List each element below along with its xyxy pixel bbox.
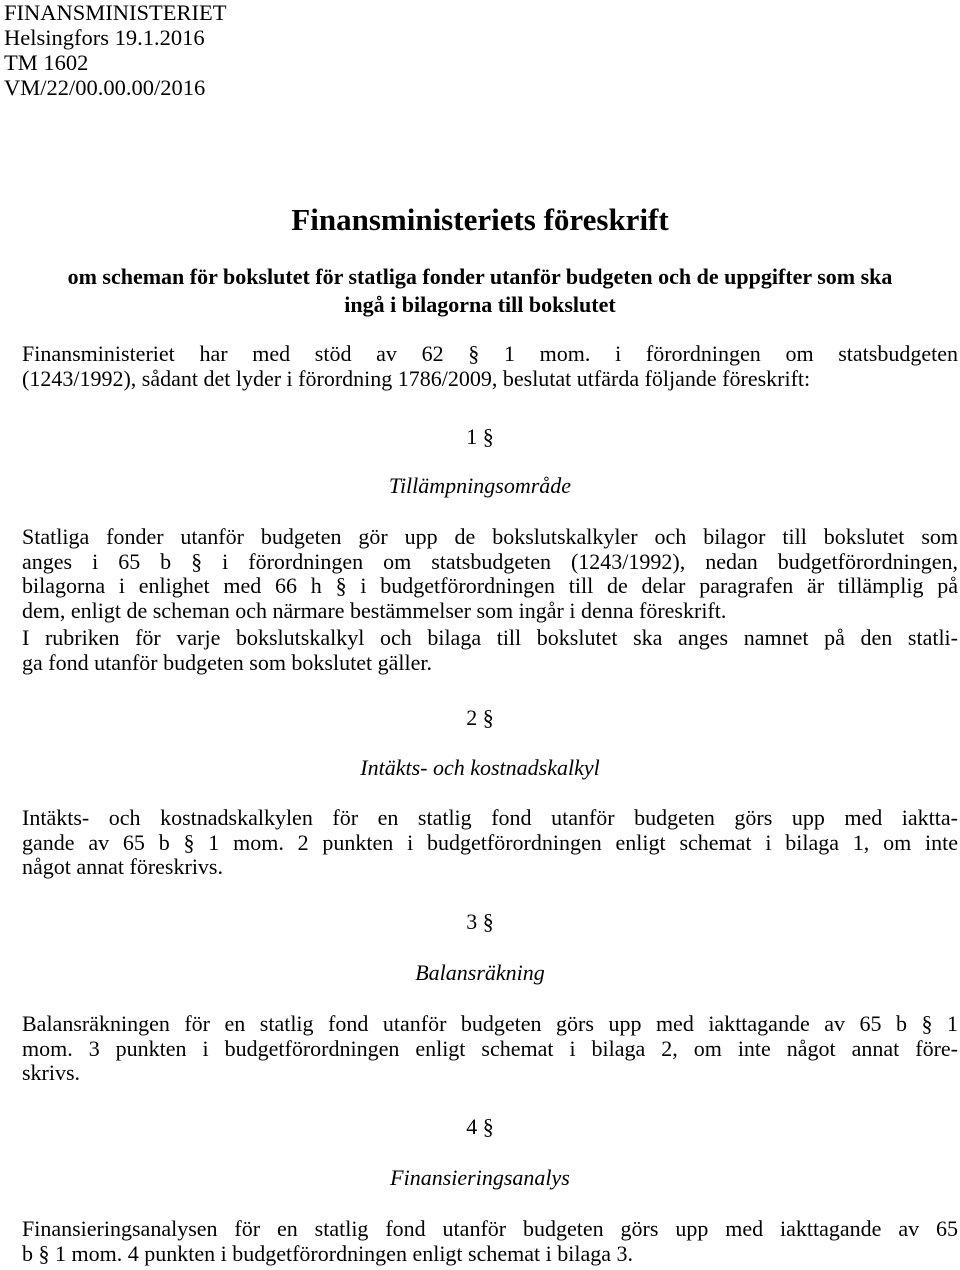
text-line: mom. 3 punkten i budgetförordningen enligt schemat i bilaga 2, om inte något annat före- <box>22 1035 958 1061</box>
text-line: b § 1 mom. 4 punkten i budgetförordningen enligt schemat i bilaga 3. <box>22 1240 633 1266</box>
reference-number: VM/22/00.00.00/2016 <box>4 75 206 100</box>
intro-paragraph <box>22 342 958 391</box>
text-line: bilagorna i enlighet med 66 h § i budgetförordningen till de delar paragrafen är tillämplig på <box>22 573 958 598</box>
section-heading: Intäkts- och kostnadskalkyl <box>360 755 600 780</box>
document-subtitle <box>10 263 950 319</box>
text-line: något annat föreskrivs. <box>22 854 223 879</box>
text-line: gande av 65 b § 1 mom. 2 punkten i budgetförordningen enligt schemat i bilaga 1, om inte <box>22 829 958 855</box>
text-line: dem, enligt de scheman och närmare bestämmelser som ingår i denna föreskrift. <box>22 597 727 623</box>
section-heading: Balansräkning <box>415 960 545 985</box>
text-line: Finansieringsanalysen för en statlig fond utanför budgeten görs upp med iakttagande av 65 <box>22 1216 958 1241</box>
text-line: ga fond utanför budgeten som bokslutet gäller. <box>22 649 432 675</box>
text-line: anges i 65 b § i förordningen om statsbudgeten (1243/1992), nedan budgetförordningen, <box>22 548 958 574</box>
section-paragraph <box>22 1012 958 1086</box>
text-line: Intäkts- och kostnadskalkylen för en statlig fond utanför budgeten görs upp med iaktta- <box>22 805 958 830</box>
section-paragraph <box>22 626 958 675</box>
section-paragraph <box>22 525 958 623</box>
section-number: 1 § <box>466 424 494 449</box>
tm-number: TM 1602 <box>4 50 89 75</box>
text-line: skrivs. <box>22 1060 81 1085</box>
document-header <box>4 0 227 100</box>
text-line: Balansräkningen för en statlig fond utanför budgeten görs upp med iakttagande av 65 b § 1 <box>22 1011 958 1036</box>
section-paragraph <box>22 806 958 880</box>
section-number: 4 § <box>466 1114 494 1139</box>
text-line: Finansministeriet har med stöd av 62 § 1 mom. i förordningen om statsbudgeten <box>22 341 958 366</box>
place-date: Helsingfors 19.1.2016 <box>4 25 205 50</box>
section-paragraph <box>22 1217 958 1266</box>
document-title: Finansministeriets föreskrift <box>291 202 669 237</box>
ministry-name: FINANSMINISTERIET <box>4 0 227 25</box>
subtitle-line: ingå i bilagorna till bokslutet <box>344 292 616 317</box>
text-line: I rubriken för varje bokslutskalkyl och bilaga till bokslutet ska anges namnet på den statli- <box>22 625 958 650</box>
text-line: Statliga fonder utanför budgeten gör upp de bokslutskalkyler och bilagor till bokslutet som <box>22 524 958 549</box>
section-heading: Finansieringsanalys <box>390 1165 570 1190</box>
subtitle-line: om scheman för bokslutet för statliga fonder utanför budgeten och de uppgifter som ska <box>67 264 893 289</box>
section-number: 2 § <box>466 705 494 730</box>
section-number: 3 § <box>466 909 494 934</box>
text-line: (1243/1992), sådant det lyder i förordning 1786/2009, beslutat utfärda följande föreskrift: <box>22 365 811 391</box>
section-heading: Tillämpningsområde <box>388 473 572 498</box>
